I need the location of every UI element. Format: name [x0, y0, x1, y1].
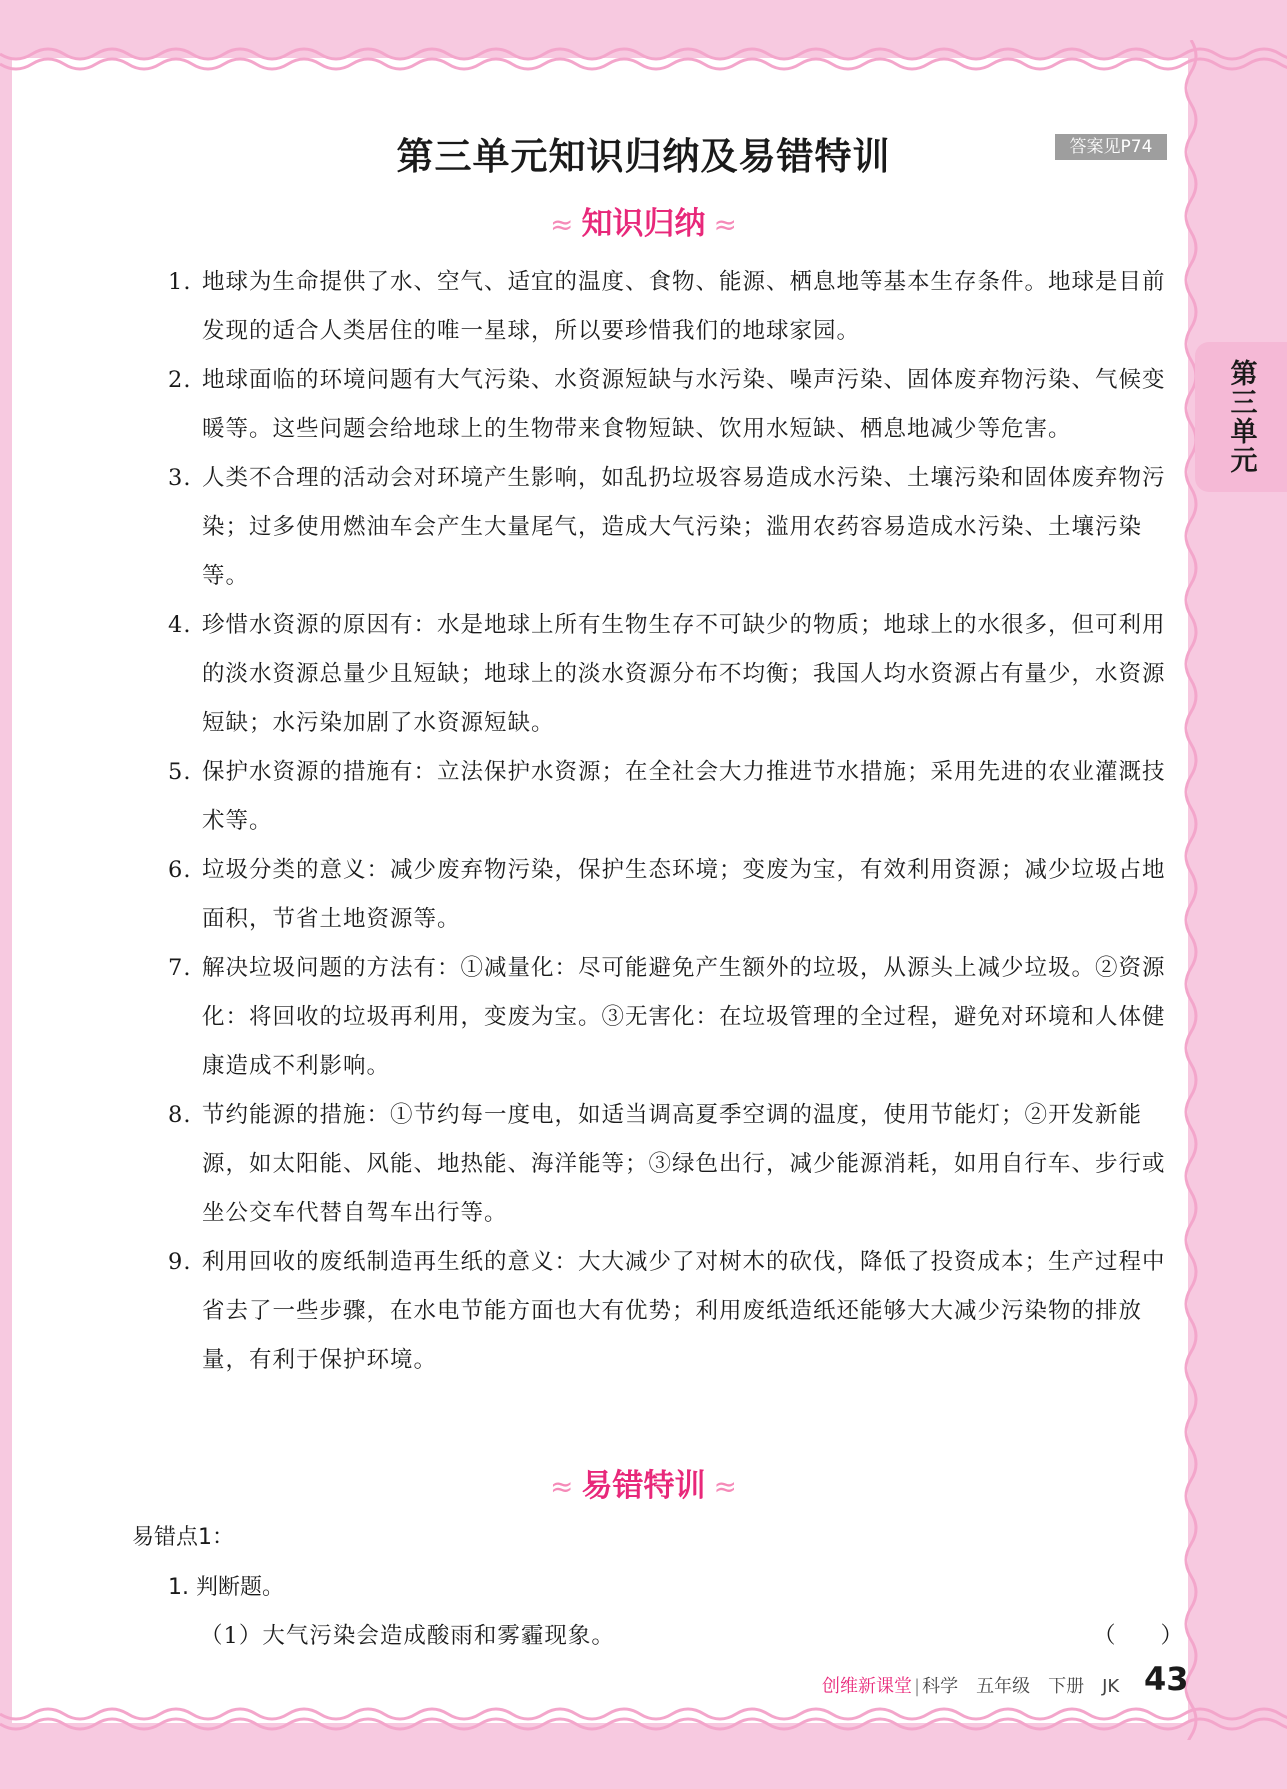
item-number: 1. [168, 269, 192, 295]
knowledge-item [168, 1091, 1168, 1238]
answer-blank[interactable]: （ ） [1093, 1623, 1184, 1649]
footer-course: 科学 五年级 下册 JK [922, 1676, 1120, 1697]
answer-reference-badge: 答案见P74 [1055, 134, 1167, 160]
item-number: 4. [168, 612, 192, 638]
item-number: 6. [168, 857, 192, 883]
wave-decoration-icon: ≈ [713, 1470, 737, 1503]
item-number: 9. [168, 1249, 192, 1275]
item-number: 3. [168, 465, 192, 491]
wave-decoration-icon: ≈ [550, 1470, 574, 1503]
knowledge-item [168, 1238, 1168, 1385]
knowledge-section-title: 知识归纳 [581, 206, 706, 242]
bottom-wave-border [0, 1700, 1287, 1740]
knowledge-item [168, 944, 1168, 1091]
top-wave-border [0, 40, 1287, 80]
item-text: 垃圾分类的意义：减少废弃物污染，保护生态环境；变废为宝，有效利用资源；减少垃圾占地面积，节省土地资源等。 [202, 857, 1166, 932]
knowledge-item [168, 846, 1168, 944]
page-number: 43 [1144, 1660, 1189, 1698]
item-number: 7. [168, 955, 192, 981]
footer-brand: 创维新课堂 [822, 1676, 912, 1697]
footer-info [822, 1672, 1119, 1698]
knowledge-item [168, 258, 1168, 356]
page-title: 第三单元知识归纳及易错特训 [396, 135, 891, 178]
errors-section-heading [0, 1460, 1287, 1505]
item-text: 人类不合理的活动会对环境产生影响，如乱扔垃圾容易造成水污染、土壤污染和固体废弃物污染；过多使用燃油车会产生大量尾气，造成大气污染；滥用农药容易造成水污染、土壤污染等。 [202, 465, 1166, 589]
knowledge-item [168, 748, 1168, 846]
knowledge-item [168, 601, 1168, 748]
item-text: 解决垃圾问题的方法有：①减量化：尽可能避免产生额外的垃圾，从源头上减少垃圾。②资源化：将回收的垃圾再利用，变废为宝。③无害化：在垃圾管理的全过程，避免对环境和人体健康造成不利影响。 [202, 955, 1166, 1079]
item-text: 地球面临的环境问题有大气污染、水资源短缺与水污染、噪声污染、固体废弃物污染、气候变暖等。这些问题会给地球上的生物带来食物短缺、饮用水短缺、栖息地减少等危害。 [202, 367, 1166, 442]
knowledge-item [168, 454, 1168, 601]
knowledge-item [168, 356, 1168, 454]
unit-side-tab: 第三单元 [1195, 342, 1287, 492]
item-number: 2. [168, 367, 192, 393]
item-number: 8. [168, 1102, 192, 1128]
item-text: 保护水资源的措施有：立法保护水资源；在全社会大力推进节水措施；采用先进的农业灌溉技术等。 [202, 759, 1166, 834]
wave-decoration-icon: ≈ [550, 208, 574, 241]
wave-decoration-icon: ≈ [713, 208, 737, 241]
item-text: 利用回收的废纸制造再生纸的意义：大大减少了对树木的砍伐，降低了投资成本；生产过程中省去了一些步骤，在水电节能方面也大有优势；利用废纸造纸还能够大大减少污染物的排放量，有利于保护环境。 [202, 1249, 1166, 1373]
knowledge-section-heading [0, 198, 1287, 243]
item-text: 珍惜水资源的原因有：水是地球上所有生物生存不可缺少的物质；地球上的水很多，但可利用的淡水资源总量少且短缺；地球上的淡水资源分布不均衡；我国人均水资源占有量少，水资源短缺；水污染加剧了水资源短缺。 [202, 612, 1166, 736]
question-label: 1. 判断题。 [168, 1575, 284, 1600]
item-number: 5. [168, 759, 192, 785]
footer-separator: | [914, 1676, 921, 1697]
errors-section-title: 易错特训 [581, 1468, 706, 1504]
item-text: 地球为生命提供了水、空气、适宜的温度、食物、能源、栖息地等基本生存条件。地球是目前发现的适合人类居住的唯一星球，所以要珍惜我们的地球家园。 [202, 269, 1166, 344]
question-item: （1）大气污染会造成酸雨和雾霾现象。 [200, 1623, 615, 1649]
error-point-label: 易错点1： [132, 1525, 234, 1550]
item-text: 节约能源的措施：①节约每一度电，如适当调高夏季空调的温度，使用节能灯；②开发新能源，如太阳能、风能、地热能、海洋能等；③绿色出行，减少能源消耗，如用自行车、步行或坐公交车代替自驾车出行等。 [202, 1102, 1166, 1226]
knowledge-list [168, 258, 1168, 1385]
